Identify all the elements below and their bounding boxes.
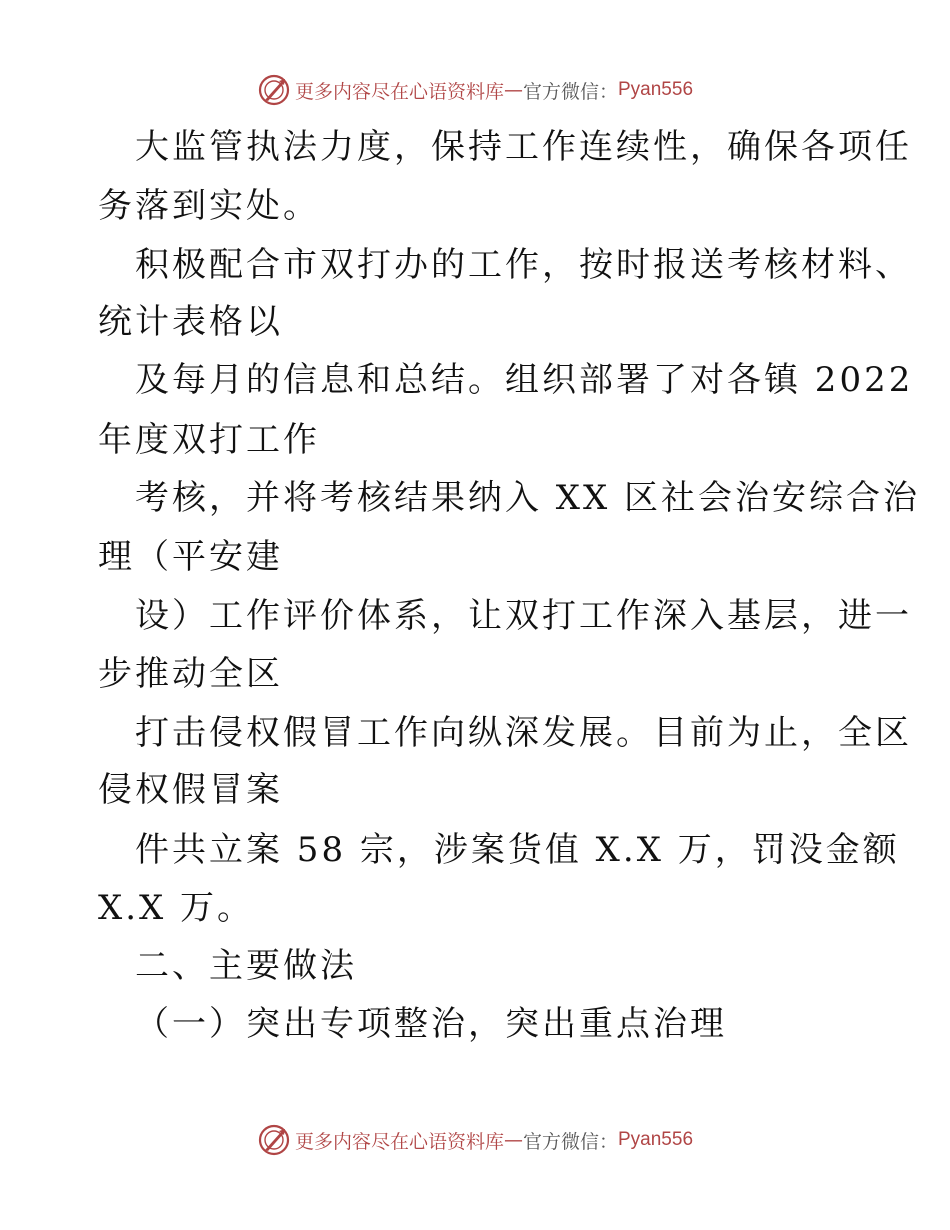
subsection-heading: （一）突出专项整治，突出重点治理 <box>135 1004 727 1044</box>
header-banner <box>0 70 950 110</box>
body-line: X.X 万。 <box>98 888 255 928</box>
banner-main-text: 更多内容尽在心语资料库 <box>294 1130 504 1153</box>
body-line: 件共立案 58 宗，涉案货值 X.X 万，罚没金额 <box>135 830 900 870</box>
body-line: 步推动全区 <box>98 654 283 694</box>
body-line: 年度双打工作 <box>98 420 320 460</box>
banner-label: 官方微信： <box>522 1130 618 1153</box>
body-line: 统计表格以 <box>98 302 283 342</box>
body-line: 理（平安建 <box>98 537 283 577</box>
body-line: 及每月的信息和总结。组织部署了对各镇 2022 <box>135 360 914 400</box>
body-line: 设）工作评价体系，让双打工作深入基层，进一 <box>135 596 912 636</box>
quill-logo-icon <box>257 1123 291 1157</box>
body-line: 务落到实处。 <box>98 186 320 226</box>
banner-wechat-id: Pyan556 <box>618 1129 694 1150</box>
body-line: 打击侵权假冒工作向纵深发展。目前为止，全区 <box>135 713 912 753</box>
body-line: 侵权假冒案 <box>98 770 283 810</box>
footer-banner <box>0 1120 950 1160</box>
banner-wechat-id: Pyan556 <box>618 79 694 100</box>
body-line: 积极配合市双打办的工作，按时报送考核材料、 <box>135 245 912 285</box>
body-line: 考核，并将考核结果纳入 XX 区社会治安综合治 <box>135 478 921 518</box>
banner-label: 官方微信： <box>522 80 618 103</box>
body-line: 大监管执法力度，保持工作连续性，确保各项任 <box>135 127 912 167</box>
banner-dash: — <box>503 79 523 101</box>
banner-main-text: 更多内容尽在心语资料库 <box>294 80 504 103</box>
section-heading: 二、主要做法 <box>135 946 357 986</box>
quill-logo-icon <box>257 73 291 107</box>
banner-dash: — <box>503 1129 523 1151</box>
